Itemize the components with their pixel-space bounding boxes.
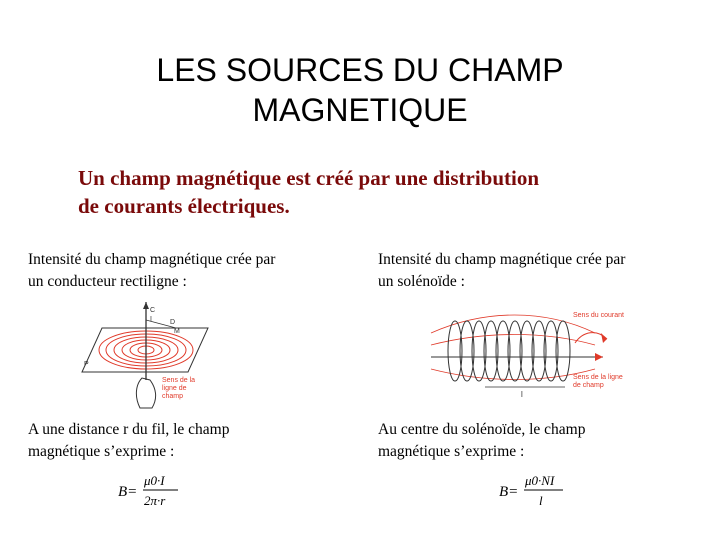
wire-label-c: C (150, 307, 156, 314)
wire-plane (82, 328, 208, 372)
solenoid-expression-text (378, 419, 708, 463)
right-hand-icon (136, 378, 155, 408)
wire-expression-text (28, 419, 348, 463)
solenoid-heading (378, 249, 708, 293)
wire-label-i: I (150, 316, 152, 323)
wire-heading-line-1: Intensité du champ magnétique crée par (28, 251, 276, 268)
intro-line-2: de courants électriques. (78, 194, 290, 218)
wire-label-dm: D (170, 319, 176, 326)
solenoid-formula-lhs: B= (499, 484, 519, 500)
solenoid-heading-line-2: un solénoïde : (378, 273, 465, 290)
wire-formula (116, 470, 196, 512)
page-title (0, 50, 720, 130)
wire-formula-numerator: μ0·I (144, 473, 165, 488)
solenoid-heading-line-1: Intensité du champ magnétique crée par (378, 251, 626, 268)
wire-heading-line-2: un conducteur rectiligne : (28, 273, 187, 290)
wire-caption-line-2: ligne de (162, 385, 187, 392)
solenoid-formula-numerator: μ0·NI (525, 473, 555, 488)
wire-label-m: M (174, 328, 180, 335)
wire-expression-line-2: magnétique s’exprime : (28, 443, 175, 460)
solenoid-field-figure (425, 303, 635, 403)
wire-formula-lhs: B= (118, 484, 138, 500)
current-arrow-icon (143, 302, 149, 309)
solenoid-expression-line-1: Au centre du solénoïde, le champ (378, 421, 586, 438)
solenoid-field-label-line-2: de champ (573, 382, 604, 389)
wire-field-figure (80, 300, 210, 415)
wire-caption-line-3: champ (162, 393, 184, 400)
solenoid-length-label: l (521, 390, 523, 399)
solenoid-expression-line-2: magnétique s’exprime : (378, 443, 525, 460)
title-line-2: MAGNETIQUE (252, 92, 468, 128)
title-line-1: LES SOURCES DU CHAMP (156, 52, 564, 88)
wire-caption-line-1: Sens de la (162, 377, 196, 384)
intro-line-1: Un champ magnétique est créé par une distribution (78, 166, 540, 190)
intro-text (78, 164, 638, 220)
solenoid-field-label-line-1: Sens de la ligne (573, 374, 623, 381)
wire-expression-line-1: A une distance r du fil, le champ (28, 421, 230, 438)
field-arrow-icon (595, 353, 603, 361)
solenoid-formula (497, 470, 577, 512)
wire-label-p: P (84, 361, 89, 368)
wire-formula-denominator: 2π·r (144, 493, 166, 508)
solenoid-current-label: Sens du courant (573, 312, 624, 319)
solenoid-formula-denominator: l (539, 493, 543, 508)
solenoid-coil (448, 321, 570, 381)
wire-heading (28, 249, 348, 293)
